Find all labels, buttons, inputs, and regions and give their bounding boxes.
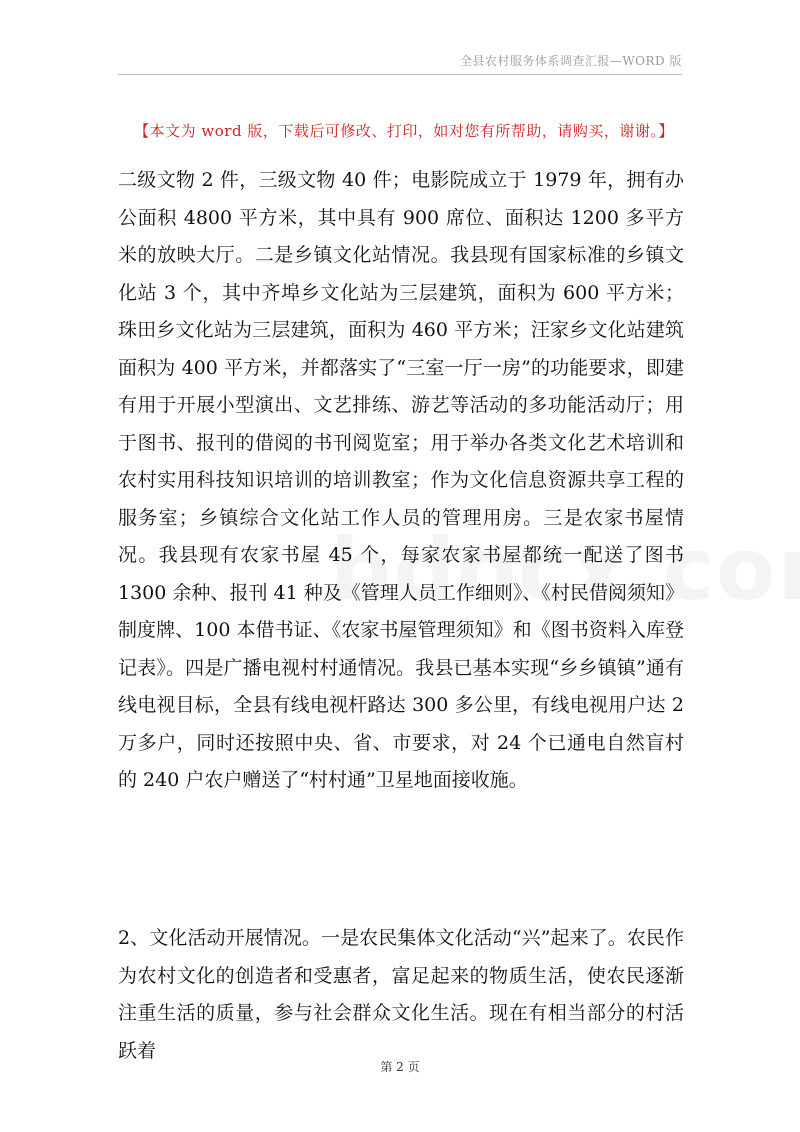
body-paragraph-1: 二级文物 2 件，三级文物 40 件；电影院成立于 1979 年，拥有办公面积 4800 平方米，其中具有 900 席位、面积达 1200 多平方米的放映大厅。二是乡镇文化站情况。我县现有国家标准的乡镇文化站 3 个，其中齐埠乡文化站为三层建筑，面积为 600 平方米；珠田乡文化站为三层建筑，面积为 460 平方米；汪家乡文化站建筑面积为 400 平方米，并都落实了“三室一厅一房”的功能要求，即建有用于开展小型演出、文艺排练、游艺等活动的多功能活动厅；用于图书、报刊的借阅的书刊阅览室；用于举办各类文化艺术培训和农村实用科技知识培训的培训教室；作为文化信息资源共享工程的服务室；乡镇综合文化站工作人员的管理用房。三是农家书屋情况。我县现有农家书屋 45 个，每家农家书屋都统一配送了图书 1300 余种、报刊 41 种及《管理人员工作细则》、《村民借阅须知》制度牌、100 本借书证、《农家书屋管理须知》和《图书资料入库登记表》。四是广播电视村村通情况。我县已基本实现“乡乡镇镇”通有线电视目标，全县有线电视杆路达 300 多公里，有线电视用户达 2 万多户，同时还按照中央、省、市要求，对 24 个已通电自然盲村的 240 户农户赠送了“村村通”卫星地面接收施。: [118, 169, 684, 791]
page-number: 第 2 页: [380, 1060, 420, 1074]
header-divider: [118, 74, 682, 75]
body-paragraph-2: 2、文化活动开展情况。一是农民集体文化活动“兴”起来了。农民作为农村文化的创造者和受惠者，富足起来的物质生活，使农民逐渐注重生活的质量，参与社会群众文化生活。现在有相当部分的村活跃着: [118, 927, 684, 1062]
download-notice: 【本文为 word 版，下载后可修改、打印，如对您有所帮助，请购买，谢谢。】: [134, 122, 674, 140]
running-header: 全县农村服务体系调查汇报—WORD 版: [459, 54, 682, 68]
